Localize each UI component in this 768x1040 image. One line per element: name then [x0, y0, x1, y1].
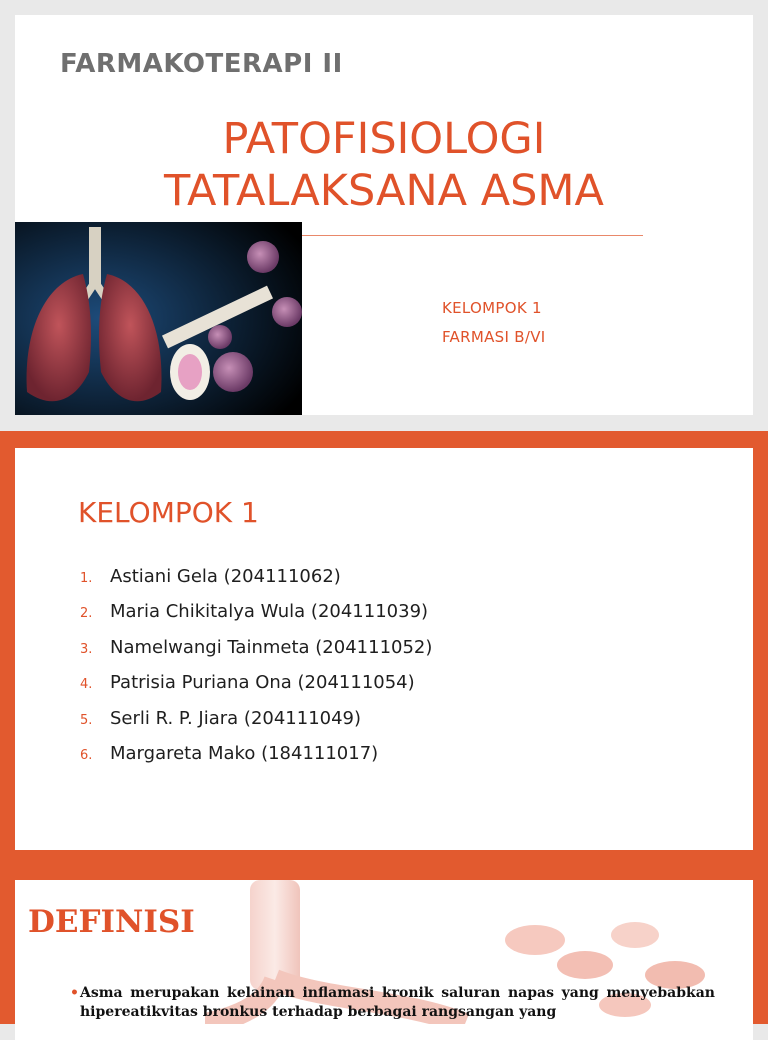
member-name: Serli R. P. Jiara (204111049) — [110, 707, 362, 729]
list-item — [80, 566, 432, 601]
title-line-1: PATOFISIOLOGI — [222, 114, 546, 164]
definition-text: Asma merupakan kelainan inflamasi kronik saluran napas yang menyebabkan hipereatikvitas bronkus terhadap berbagai rangsangan yang — [80, 985, 715, 1020]
members-list — [80, 566, 432, 778]
list-number: 4. — [80, 677, 93, 693]
list-item — [80, 708, 432, 743]
title-slide — [15, 15, 753, 415]
member-name: Margareta Mako (184111017) — [110, 742, 379, 764]
list-number: 6. — [80, 747, 93, 763]
course-name: FARMAKOTERAPI II — [60, 49, 343, 79]
definition-slide — [15, 880, 753, 1040]
member-name: Maria Chikitalya Wula (204111039) — [110, 601, 429, 623]
member-name: Namelwangi Tainmeta (204111052) — [110, 636, 433, 658]
definition-paragraph — [70, 984, 715, 1022]
title-line-2: TATALAKSANA ASMA — [164, 166, 604, 216]
list-number: 1. — [80, 571, 93, 586]
member-name: Patrisia Puriana Ona (204111054) — [110, 672, 415, 694]
list-item — [80, 672, 432, 707]
definition-heading: DEFINISI — [28, 904, 195, 940]
list-number: 2. — [80, 606, 93, 622]
lungs-illustration — [15, 222, 302, 415]
list-number: 5. — [80, 712, 93, 728]
group-label: KELOMPOK 1 — [442, 299, 542, 317]
list-item — [80, 637, 432, 672]
members-slide — [15, 448, 753, 850]
list-item — [80, 601, 432, 636]
list-item — [80, 743, 432, 778]
title-divider — [300, 235, 643, 236]
members-heading: KELOMPOK 1 — [78, 496, 259, 529]
member-name: Astiani Gela (204111062) — [110, 566, 341, 587]
bullet-icon: • — [70, 985, 79, 1001]
list-number: 3. — [80, 641, 93, 657]
class-label: FARMASI B/VI — [442, 328, 546, 346]
